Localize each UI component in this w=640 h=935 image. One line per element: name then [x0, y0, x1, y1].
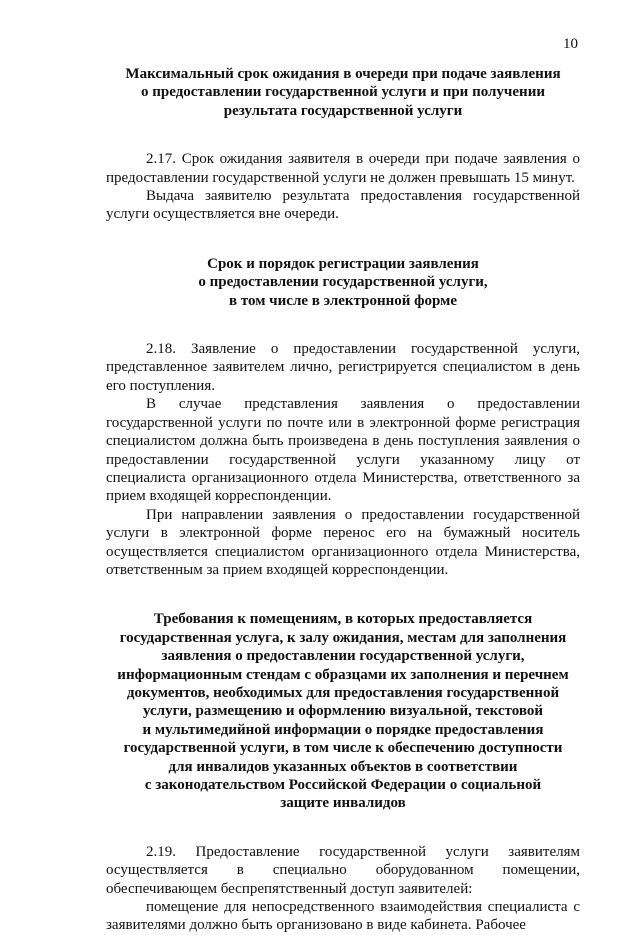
paragraph: В случае представления заявления о предоставлении государственной услуги по почте или в электронной форме регистрация специалистом должна быть произведена в день поступления заявления о предоставлении государственной услуги указанному лицу от специалиста организационного отдела Министерства, ответственного за прием входящей корреспонденции. [106, 396, 580, 505]
heading-line: услуги, размещению и оформлению визуальной, текстовой [142, 703, 543, 720]
heading-line: информационным стендам с образцами их заполнения и перечнем [117, 666, 569, 683]
heading-line: Срок и порядок регистрации заявления [207, 255, 479, 272]
heading-line: в том числе в электронной форме [228, 292, 457, 309]
paragraph: При направлении заявления о предоставлении государственной услуги в электронной форме перенос его на бумажный носитель осуществляется специалистом организационного отдела Министерства, ответственным за прием входящей корреспонденции. [106, 506, 580, 578]
heading-line: защите инвалидов [280, 795, 406, 812]
heading-line: о предоставлении государственной услуги и при получении [141, 84, 545, 101]
heading-line: государственной услуги, в том числе к обеспечению доступности [123, 740, 563, 757]
paragraph: помещение для непосредственного взаимодействия специалиста с заявителями должно быть организовано в виде кабинета. Рабочее [106, 899, 580, 934]
heading-line: Требования к помещениям, в которых предоставляется [153, 611, 533, 628]
heading-line: государственная услуга, к залу ожидания, местам для заполнения [119, 629, 567, 646]
section-heading-registration [106, 255, 580, 310]
paragraph-2-17: 2.17. Срок ожидания заявителя в очереди при подаче заявления о предоставлении государственной услуги не должен превышать 15 минут. [106, 151, 580, 186]
heading-line: Максимальный срок ожидания в очереди при подаче заявления [125, 66, 561, 82]
heading-line: результата государственной услуги [223, 102, 463, 119]
heading-line: для инвалидов указанных объектов в соответствии [168, 758, 518, 775]
document-body [106, 64, 580, 935]
page-number: 10 [563, 36, 578, 52]
heading-line: с законодательством Российской Федерации о социальной [144, 777, 542, 793]
paragraph-2-18: 2.18. Заявление о предоставлении государственной услуги, представленное заявителем лично, регистрируется специалистом в день его поступления. [106, 341, 580, 394]
heading-line: заявления о предоставлении государственной услуги, [161, 648, 525, 665]
heading-line: о предоставлении государственной услуги, [198, 274, 488, 291]
heading-line: документов, необходимых для предоставления государственной [126, 684, 560, 701]
paragraph: Выдача заявителю результата предоставления государственной услуги осуществляется вне очереди. [106, 188, 580, 223]
paragraph-2-19: 2.19. Предоставление государственной услуги заявителям осуществляется в специально оборудованном помещении, обеспечивающем беспрепятственный доступ заявителей: [106, 843, 580, 897]
heading-line: и мультимедийной информации о порядке предоставления [142, 721, 544, 738]
section-heading-premises-requirements [106, 610, 580, 812]
section-heading-queue-wait [106, 65, 580, 120]
